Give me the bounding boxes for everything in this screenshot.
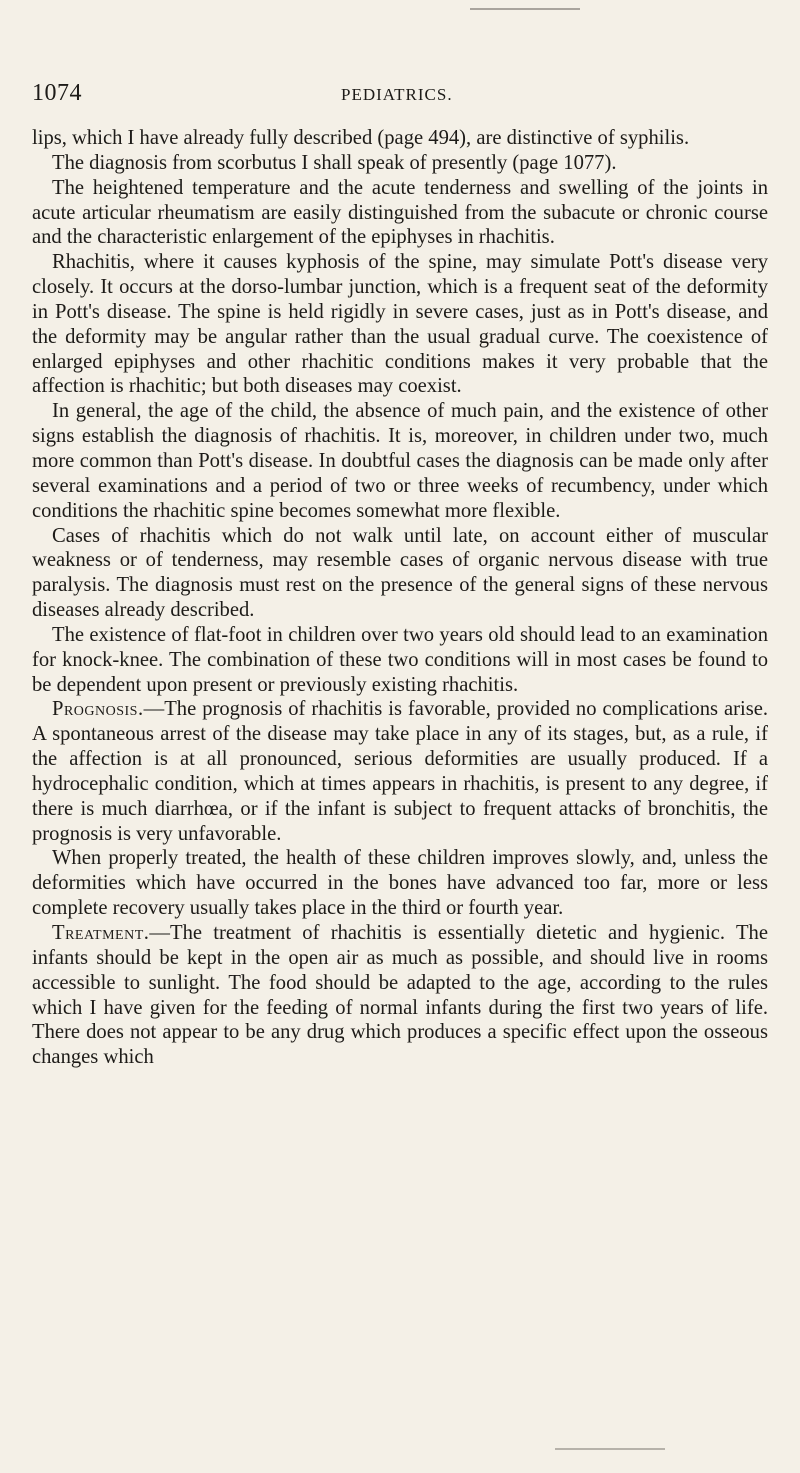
running-head: PEDIATRICS.: [341, 85, 453, 104]
page-header: [30, 80, 768, 112]
paragraph: lips, which I have already fully described (page 494), are distinctive of syphilis.: [32, 127, 690, 149]
paragraph-prognosis: Prognosis.—The prognosis of rhachitis is favorable, provided no complications arise. A spontaneous arrest of the disease may take place in any of its stages, but, as a rule, if the affection is at all pronounced, serious deformities are usually produced. If a hydrocephalic condition, which at times appears in rhachitis, is present to any degree, if there is much diarrhœa, or if the infant is subject to frequent attacks of bronchitis, the prognosis is very unfavorable.: [32, 698, 768, 845]
paragraph: The existence of flat-foot in children over two years old should lead to an examination for knock-knee. The combination of these two conditions will in most cases be found to be dependent upon present or previously existing rhachitis.: [32, 623, 768, 696]
paragraph-treatment: Treatment.—The treatment of rhachitis is essentially dietetic and hygienic. The infants should be kept in the open air as much as possible, and should live in rooms accessible to sunlight. The food should be adapted to the age, according to the rules which I have given for the feeding of normal infants during the first two years of life. There does not appear to be any drug which produces a specific effect upon the osseous changes which: [32, 922, 768, 1069]
paragraph: The diagnosis from scorbutus I shall speak of presently (page 1077).: [52, 151, 617, 174]
section-heading-treatment: Treatment.: [52, 922, 150, 944]
paragraph: When properly treated, the health of these children improves slowly, and, unless the deformities which have occurred in the bones have advanced too far, more or less complete recovery usually takes place in the third or fourth year.: [32, 847, 768, 920]
top-edge-rule: [470, 8, 580, 10]
paragraph: Cases of rhachitis which do not walk until late, on account either of muscular weakness or of tenderness, may resemble cases of organic nervous disease with true paralysis. The diagnosis must rest on the presence of the general signs of these nervous diseases already described.: [32, 524, 768, 622]
section-heading-prognosis: Prognosis.: [52, 698, 144, 721]
page-number: 1074: [32, 80, 82, 106]
paragraph: In general, the age of the child, the absence of much pain, and the existence of other signs establish the diagnosis of rhachitis. It is, moreover, in children under two, much more common than Pott's disease. In doubtful cases the diagnosis can be made only after several examinations and a period of two or three weeks of recumbency, under which conditions the rhachitic spine becomes somewhat more flexible.: [32, 400, 768, 522]
paragraph: The heightened temperature and the acute tenderness and swelling of the joints in acute articular rheumatism are easily distinguished from the subacute or chronic course and the characteristic enlargement of the epiphyses in rhachitis.: [32, 176, 768, 249]
bottom-edge-rule: [555, 1448, 665, 1450]
paragraph: Rhachitis, where it causes kyphosis of the spine, may simulate Pott's disease very closely. It occurs at the dorso-lumbar junction, which is a frequent seat of the deformity in Pott's disease. The spine is held rigidly in severe cases, just as in Pott's disease, and the deformity may be angular rather than the usual gradual curve. The coexistence of enlarged epiphyses and other rhachitic conditions makes it very probable that the affection is rhachitic; but both diseases may coexist.: [32, 251, 768, 398]
body-text: [32, 126, 768, 1070]
